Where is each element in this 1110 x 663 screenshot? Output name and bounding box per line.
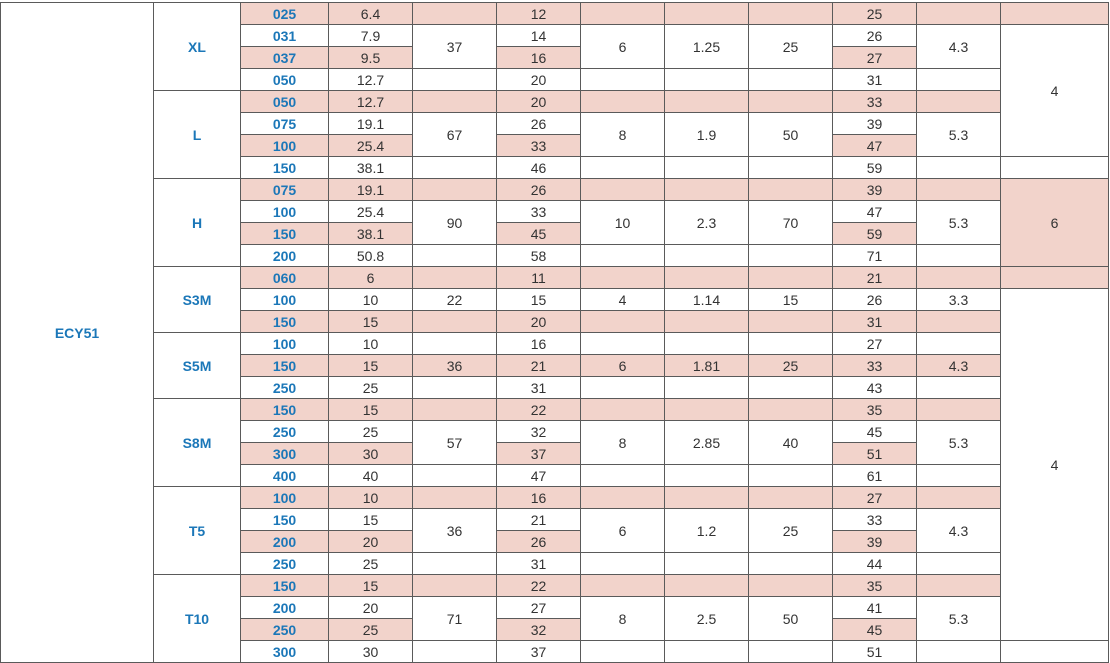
h-cell: 45 [833,421,917,443]
table-row [1,179,1109,201]
a-cell: 22 [413,289,497,311]
table-row [1,399,1109,421]
h-cell: 39 [833,531,917,553]
stripe-cell [581,333,665,355]
d-cell: 2.3 [665,201,749,245]
e-cell: 50 [749,597,833,641]
code-cell: 150 [241,157,329,179]
width-cell: 25 [329,421,413,443]
b-cell: 16 [497,47,581,69]
h-cell: 21 [833,267,917,289]
stripe-cell [413,69,497,91]
stripe-cell [665,553,749,575]
width-cell: 15 [329,311,413,333]
b-cell: 20 [497,69,581,91]
stripe-cell [749,69,833,91]
stripe-cell [581,465,665,487]
stripe-cell [581,487,665,509]
width-cell: 10 [329,333,413,355]
e-cell: 15 [749,289,833,311]
width-cell: 10 [329,487,413,509]
e-cell: 25 [749,25,833,69]
stripe-cell [665,465,749,487]
b-cell: 45 [497,223,581,245]
code-cell: 200 [241,597,329,619]
b-cell: 26 [497,531,581,553]
stripe-cell [665,575,749,597]
width-cell: 7.9 [329,25,413,47]
stripe-cell [581,311,665,333]
stripe-cell [749,487,833,509]
a-cell: 57 [413,421,497,465]
b-cell: 46 [497,157,581,179]
h-cell: 33 [833,91,917,113]
stripe-cell [749,377,833,399]
b-cell: 14 [497,25,581,47]
code-cell: 100 [241,135,329,157]
stripe-cell [749,267,833,289]
series-cell: S3M [154,267,241,333]
e-cell: 25 [749,509,833,553]
stripe-cell [917,179,1001,201]
stripe-cell [917,3,1001,25]
h-cell: 39 [833,113,917,135]
code-cell: 100 [241,201,329,223]
width-cell: 25.4 [329,201,413,223]
stripe-cell [749,3,833,25]
stripe-cell [917,553,1001,575]
stripe-cell [413,487,497,509]
stripe-cell [413,179,497,201]
stripe-cell [581,377,665,399]
width-cell: 25 [329,553,413,575]
code-cell: 075 [241,179,329,201]
stripe-cell [665,91,749,113]
b-cell: 33 [497,201,581,223]
c-cell: 8 [581,597,665,641]
h-cell: 45 [833,619,917,641]
stripe-cell [581,179,665,201]
b-cell: 20 [497,91,581,113]
table-row [1,575,1109,597]
series-cell: S8M [154,399,241,487]
width-cell: 20 [329,597,413,619]
last-col-cell [1001,641,1109,663]
width-cell: 25 [329,619,413,641]
h-cell: 41 [833,597,917,619]
stripe-cell [749,641,833,663]
b-cell: 32 [497,421,581,443]
h-cell: 39 [833,179,917,201]
code-cell: 300 [241,641,329,663]
stripe-cell [917,69,1001,91]
last-col-cell: 4 [1001,289,1109,641]
stripe-cell [917,575,1001,597]
width-cell: 50.8 [329,245,413,267]
stripe-cell [917,311,1001,333]
code-cell: 025 [241,3,329,25]
stripe-cell [581,575,665,597]
g-cell: 3.3 [917,289,1001,311]
last-col-cell: 4 [1001,25,1109,157]
h-cell: 33 [833,509,917,531]
b-cell: 22 [497,399,581,421]
stripe-cell [665,179,749,201]
width-cell: 25.4 [329,135,413,157]
stripe-cell [917,245,1001,267]
h-cell: 35 [833,399,917,421]
stripe-cell [413,465,497,487]
stripe-cell [413,311,497,333]
stripe-cell [665,641,749,663]
stripe-cell [413,641,497,663]
a-cell: 71 [413,597,497,641]
c-cell: 6 [581,509,665,553]
g-cell: 4.3 [917,509,1001,553]
stripe-cell [413,575,497,597]
stripe-cell [665,267,749,289]
width-cell: 19.1 [329,113,413,135]
stripe-cell [665,487,749,509]
code-cell: 100 [241,289,329,311]
stripe-cell [413,399,497,421]
width-cell: 19.1 [329,179,413,201]
series-cell: T10 [154,575,241,663]
table-row [1,487,1109,509]
h-cell: 27 [833,487,917,509]
width-cell: 15 [329,399,413,421]
stripe-cell [665,245,749,267]
stripe-cell [917,91,1001,113]
last-col-cell [1001,3,1109,25]
e-cell: 50 [749,113,833,157]
c-cell: 8 [581,421,665,465]
g-cell: 5.3 [917,201,1001,245]
a-cell: 36 [413,509,497,553]
stripe-cell [749,91,833,113]
stripe-cell [917,333,1001,355]
stripe-cell [581,553,665,575]
g-cell: 5.3 [917,597,1001,641]
width-cell: 38.1 [329,223,413,245]
code-cell: 150 [241,223,329,245]
d-cell: 1.14 [665,289,749,311]
b-cell: 31 [497,377,581,399]
stripe-cell [413,91,497,113]
g-cell: 4.3 [917,355,1001,377]
g-cell: 4.3 [917,25,1001,69]
code-cell: 150 [241,575,329,597]
code-cell: 400 [241,465,329,487]
e-cell: 40 [749,421,833,465]
code-cell: 150 [241,509,329,531]
code-cell: 100 [241,487,329,509]
a-cell: 67 [413,113,497,157]
g-cell: 5.3 [917,421,1001,465]
b-cell: 12 [497,3,581,25]
stripe-cell [749,465,833,487]
a-cell: 37 [413,25,497,69]
h-cell: 61 [833,465,917,487]
stripe-cell [749,399,833,421]
table-row [1,91,1109,113]
stripe-cell [917,157,1001,179]
series-cell: H [154,179,241,267]
width-cell: 20 [329,531,413,553]
b-cell: 26 [497,113,581,135]
stripe-cell [749,245,833,267]
stripe-cell [749,311,833,333]
b-cell: 22 [497,575,581,597]
code-cell: 150 [241,399,329,421]
h-cell: 25 [833,3,917,25]
stripe-cell [581,91,665,113]
stripe-cell [581,245,665,267]
h-cell: 43 [833,377,917,399]
h-cell: 59 [833,223,917,245]
width-cell: 9.5 [329,47,413,69]
h-cell: 35 [833,575,917,597]
spec-table [0,2,1109,663]
b-cell: 33 [497,135,581,157]
width-cell: 12.7 [329,69,413,91]
h-cell: 71 [833,245,917,267]
code-cell: 031 [241,25,329,47]
series-cell: L [154,91,241,179]
stripe-cell [413,3,497,25]
stripe-cell [749,179,833,201]
b-cell: 16 [497,487,581,509]
stripe-cell [581,69,665,91]
h-cell: 27 [833,47,917,69]
last-col-cell: 6 [1001,179,1109,267]
h-cell: 59 [833,157,917,179]
code-cell: 150 [241,311,329,333]
b-cell: 15 [497,289,581,311]
code-cell: 100 [241,333,329,355]
h-cell: 26 [833,25,917,47]
stripe-cell [581,641,665,663]
d-cell: 1.2 [665,509,749,553]
h-cell: 31 [833,69,917,91]
code-cell: 150 [241,355,329,377]
h-cell: 26 [833,289,917,311]
h-cell: 47 [833,135,917,157]
h-cell: 27 [833,333,917,355]
c-cell: 4 [581,289,665,311]
code-cell: 200 [241,531,329,553]
b-cell: 58 [497,245,581,267]
b-cell: 20 [497,311,581,333]
d-cell: 2.85 [665,421,749,465]
stripe-cell [665,3,749,25]
stripe-cell [413,553,497,575]
stripe-cell [413,333,497,355]
stripe-cell [581,3,665,25]
b-cell: 31 [497,553,581,575]
code-cell: 075 [241,113,329,135]
stripe-cell [413,377,497,399]
stripe-cell [749,333,833,355]
a-cell: 36 [413,355,497,377]
code-cell: 250 [241,421,329,443]
b-cell: 16 [497,333,581,355]
b-cell: 26 [497,179,581,201]
stripe-cell [749,157,833,179]
h-cell: 51 [833,443,917,465]
c-cell: 8 [581,113,665,157]
d-cell: 2.5 [665,597,749,641]
width-cell: 6.4 [329,3,413,25]
d-cell: 1.25 [665,25,749,69]
stripe-cell [581,267,665,289]
c-cell: 10 [581,201,665,245]
code-cell: 300 [241,443,329,465]
h-cell: 33 [833,355,917,377]
series-cell: S5M [154,333,241,399]
stripe-cell [413,157,497,179]
h-cell: 51 [833,641,917,663]
e-cell: 70 [749,201,833,245]
last-col-cell [1001,267,1109,289]
stripe-cell [665,69,749,91]
stripe-cell [413,245,497,267]
width-cell: 15 [329,355,413,377]
c-cell: 6 [581,25,665,69]
b-cell: 21 [497,355,581,377]
c-cell: 6 [581,355,665,377]
d-cell: 1.81 [665,355,749,377]
width-cell: 40 [329,465,413,487]
stripe-cell [917,399,1001,421]
stripe-cell [581,399,665,421]
code-cell: 250 [241,377,329,399]
g-cell: 5.3 [917,113,1001,157]
width-cell: 30 [329,641,413,663]
table-row [1,333,1109,355]
stripe-cell [749,553,833,575]
b-cell: 11 [497,267,581,289]
stripe-cell [413,267,497,289]
width-cell: 30 [329,443,413,465]
series-cell: XL [154,3,241,91]
last-col-cell [1001,157,1109,179]
table-row [1,267,1109,289]
stripe-cell [917,487,1001,509]
width-cell: 38.1 [329,157,413,179]
code-cell: 060 [241,267,329,289]
code-cell: 250 [241,553,329,575]
stripe-cell [665,311,749,333]
stripe-cell [665,377,749,399]
width-cell: 15 [329,575,413,597]
code-cell: 250 [241,619,329,641]
b-cell: 37 [497,443,581,465]
h-cell: 31 [833,311,917,333]
code-cell: 037 [241,47,329,69]
stripe-cell [665,157,749,179]
h-cell: 44 [833,553,917,575]
stripe-cell [665,399,749,421]
b-cell: 37 [497,641,581,663]
code-cell: 200 [241,245,329,267]
d-cell: 1.9 [665,113,749,157]
model-cell: ECY51 [1,3,154,663]
stripe-cell [917,267,1001,289]
a-cell: 90 [413,201,497,245]
b-cell: 27 [497,597,581,619]
stripe-cell [665,333,749,355]
stripe-cell [917,465,1001,487]
width-cell: 6 [329,267,413,289]
b-cell: 47 [497,465,581,487]
width-cell: 12.7 [329,91,413,113]
series-cell: T5 [154,487,241,575]
table-row [1,3,1109,25]
h-cell: 47 [833,201,917,223]
stripe-cell [917,377,1001,399]
width-cell: 15 [329,509,413,531]
stripe-cell [749,575,833,597]
width-cell: 25 [329,377,413,399]
width-cell: 10 [329,289,413,311]
code-cell: 050 [241,69,329,91]
stripe-cell [581,157,665,179]
b-cell: 32 [497,619,581,641]
stripe-cell [917,641,1001,663]
code-cell: 050 [241,91,329,113]
e-cell: 25 [749,355,833,377]
b-cell: 21 [497,509,581,531]
